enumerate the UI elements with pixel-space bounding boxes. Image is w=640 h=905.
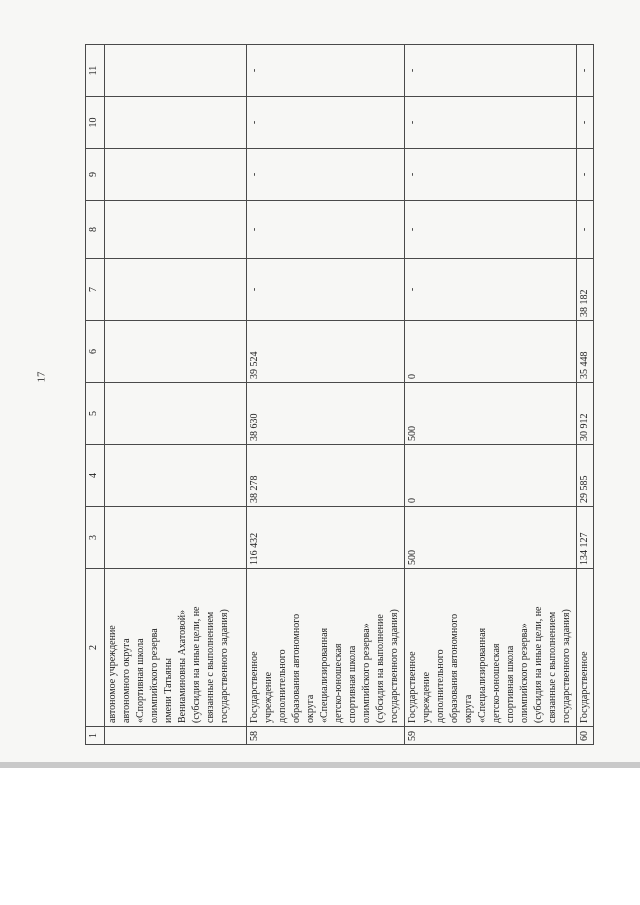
header-cell: 1 bbox=[86, 727, 105, 745]
cell: 30 912 bbox=[577, 383, 594, 445]
row-name: Государственное учреждение дополнительного образования автономного округа «Специализированная детско-юношеская спортивная школа олимпийского резерва» (субсидия на выполнение государственного задания) bbox=[247, 569, 405, 727]
header-cell: 5 bbox=[86, 383, 105, 445]
cell: - bbox=[405, 259, 577, 321]
row-id: 58 bbox=[247, 727, 405, 745]
table-row bbox=[405, 45, 577, 745]
cell: 0 bbox=[405, 321, 577, 383]
cell: - bbox=[577, 149, 594, 201]
cell bbox=[105, 201, 247, 259]
cell: 38 630 bbox=[247, 383, 405, 445]
cell: - bbox=[247, 97, 405, 149]
row-id bbox=[105, 727, 247, 745]
row-name: Государственное учреждение дополнительного образования автономного округа «Специализированная детско-юношеская спортивная школа олимпийского резерва» (субсидия на иные цели, не связанные с выполнением государственного задания) bbox=[405, 569, 577, 727]
cell: - bbox=[405, 45, 577, 97]
cell: 116 432 bbox=[247, 507, 405, 569]
page-number: 17 bbox=[35, 371, 48, 383]
cell: - bbox=[577, 97, 594, 149]
cell: 35 448 bbox=[577, 321, 594, 383]
table-row bbox=[577, 45, 594, 745]
cell: - bbox=[405, 149, 577, 201]
cell bbox=[105, 45, 247, 97]
cell: - bbox=[247, 259, 405, 321]
cell bbox=[105, 507, 247, 569]
cell: 0 bbox=[405, 445, 577, 507]
header-cell: 6 bbox=[86, 321, 105, 383]
cell bbox=[105, 149, 247, 201]
row-id: 60 bbox=[577, 727, 594, 745]
header-cell: 9 bbox=[86, 149, 105, 201]
cell bbox=[105, 445, 247, 507]
cell bbox=[105, 259, 247, 321]
header-cell: 11 bbox=[86, 45, 105, 97]
header-cell: 2 bbox=[86, 569, 105, 727]
row-name: автономое учреждение автономного округа «Спортивная школа олимпийского резерва имени Татьяны Вениаминовны Ахатовой» (субсидия на иные цели, не связанные с выполнением государственного задания) bbox=[105, 569, 247, 727]
cell: - bbox=[247, 45, 405, 97]
cell: - bbox=[577, 45, 594, 97]
cell: 38 182 bbox=[577, 259, 594, 321]
cell: - bbox=[405, 97, 577, 149]
header-cell: 4 bbox=[86, 445, 105, 507]
cell: 38 278 bbox=[247, 445, 405, 507]
cell: 500 bbox=[405, 383, 577, 445]
header-row bbox=[86, 45, 105, 745]
row-name: Государственное bbox=[577, 569, 594, 727]
cell: 134 127 bbox=[577, 507, 594, 569]
table-row bbox=[247, 45, 405, 745]
cell bbox=[105, 383, 247, 445]
cell bbox=[105, 321, 247, 383]
header-cell: 7 bbox=[86, 259, 105, 321]
rotated-table-wrapper bbox=[85, 45, 590, 745]
budget-table bbox=[85, 44, 594, 745]
table-row bbox=[105, 45, 247, 745]
cell: - bbox=[405, 201, 577, 259]
cell bbox=[105, 97, 247, 149]
header-cell: 10 bbox=[86, 97, 105, 149]
row-id: 59 bbox=[405, 727, 577, 745]
cell: 39 524 bbox=[247, 321, 405, 383]
header-cell: 8 bbox=[86, 201, 105, 259]
header-cell: 3 bbox=[86, 507, 105, 569]
cell: 29 585 bbox=[577, 445, 594, 507]
cell: - bbox=[247, 201, 405, 259]
cell: 500 bbox=[405, 507, 577, 569]
cell: - bbox=[577, 201, 594, 259]
cell: - bbox=[247, 149, 405, 201]
